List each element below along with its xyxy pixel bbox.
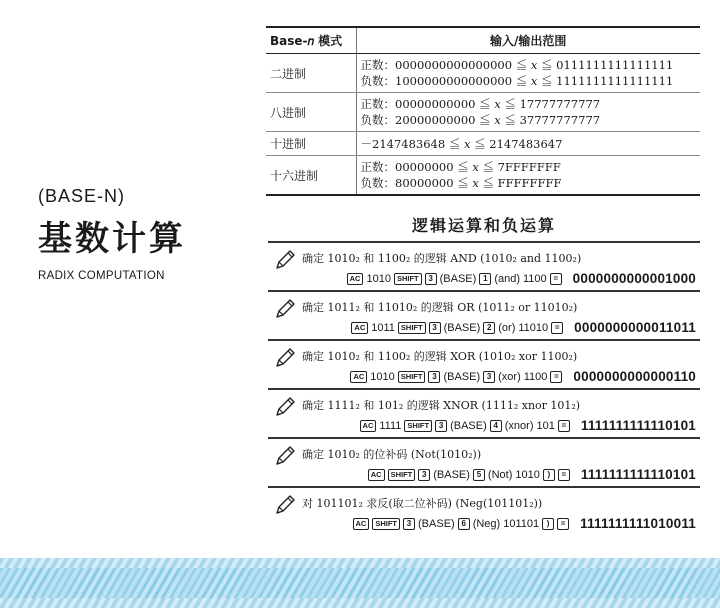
- example-description: 对 101101₂ 求反(取二位补码) (Neg(101101₂)): [302, 497, 543, 510]
- example-description: 确定 1011₂ 和 11010₂ 的逻辑 OR (1011₂ or 11010₂): [302, 301, 578, 314]
- key-label: (BASE): [418, 517, 455, 530]
- key-label: (BASE): [443, 370, 481, 383]
- equals-key: =: [557, 518, 569, 530]
- chapter-english-title: RADIX COMPUTATION: [38, 270, 165, 282]
- range-values: [356, 132, 700, 156]
- range-mode: 十六进制: [266, 156, 356, 196]
- range-table: [266, 26, 700, 196]
- key-label: 1100: [523, 370, 548, 383]
- digit-key: 3: [429, 322, 441, 334]
- range-mode: 八进制: [266, 93, 356, 132]
- digit-key: 5: [473, 469, 485, 481]
- section-title: 逻辑运算和负运算: [411, 216, 556, 235]
- key-label: (xor): [498, 370, 521, 383]
- key-sequence: [351, 320, 696, 335]
- key-label: 1010: [366, 272, 391, 285]
- pencil-icon: [274, 347, 296, 369]
- digit-key: 4: [490, 420, 502, 432]
- range-values: [356, 93, 700, 132]
- range-mode: 二进制: [266, 54, 356, 93]
- key-label: 101101: [503, 517, 540, 530]
- key-label: (Not): [487, 468, 513, 481]
- range-header-mode: Base-𝑛 模式: [266, 27, 356, 54]
- key-label: (BASE): [439, 272, 477, 285]
- key-label: 1100: [523, 272, 547, 285]
- equals-key: =: [558, 469, 570, 481]
- range-mode: 十进制: [266, 132, 356, 156]
- example-result: 0000000000001000: [572, 271, 696, 286]
- pencil-icon: [274, 298, 296, 320]
- key-label: 1011: [371, 321, 395, 334]
- range-line: 负数：80000000 ≦ 𝑥 ≦ FFFFFFFF: [360, 176, 562, 190]
- digit-key: 3: [435, 420, 447, 432]
- range-row: [266, 132, 700, 156]
- ac-key: AC: [347, 273, 364, 285]
- example-item: [268, 290, 700, 339]
- chapter-subtitle: (BASE-N): [38, 186, 126, 206]
- ac-key: AC: [368, 469, 385, 481]
- digit-key: 2: [483, 322, 495, 334]
- digit-key: 3: [403, 518, 415, 530]
- example-item: [268, 241, 700, 290]
- key-label: (xnor): [504, 419, 534, 432]
- close-paren-key: ): [542, 518, 554, 530]
- digit-key: 1: [479, 273, 491, 285]
- pencil-icon: [274, 494, 296, 516]
- example-result: 0000000000000110: [573, 369, 696, 384]
- ac-key: AC: [351, 322, 368, 334]
- range-line: 正数：00000000000 ≦ 𝑥 ≦ 17777777777: [360, 97, 601, 111]
- range-line: 正数：00000000 ≦ 𝑥 ≦ 7FFFFFFF: [360, 160, 561, 174]
- example-result: 1111111111110101: [580, 467, 696, 482]
- close-paren-key: ): [543, 469, 555, 481]
- key-sequence: [350, 369, 696, 384]
- key-sequence: [353, 516, 697, 531]
- range-row: [266, 54, 700, 93]
- key-sequence: [368, 467, 696, 482]
- key-label: 11010: [518, 321, 549, 334]
- ac-key: AC: [353, 518, 370, 530]
- example-result: 1111111111110101: [580, 418, 696, 433]
- range-values: [356, 156, 700, 196]
- key-label: (or): [498, 321, 516, 334]
- shift-key: SHIFT: [404, 420, 432, 432]
- range-line: 正数：0000000000000000 ≦ 𝑥 ≦ 0111111111111111: [360, 58, 674, 72]
- key-label: 1010: [370, 370, 395, 383]
- equals-key: =: [551, 322, 563, 334]
- key-label: (BASE): [450, 419, 487, 432]
- example-description: 确定 1010₂ 和 1100₂ 的逻辑 XOR (1010₂ xor 1100₂): [302, 350, 578, 363]
- key-sequence: [360, 418, 696, 433]
- digit-key: 3: [418, 469, 430, 481]
- ac-key: AC: [360, 420, 377, 432]
- ac-key: AC: [350, 371, 367, 383]
- example-item: [268, 437, 700, 486]
- pencil-icon: [274, 445, 296, 467]
- range-line: 负数：20000000000 ≦ 𝑥 ≦ 37777777777: [360, 113, 601, 127]
- key-label: 101: [536, 419, 555, 432]
- key-label: (BASE): [443, 321, 481, 334]
- example-item: [268, 388, 700, 437]
- equals-key: =: [558, 420, 570, 432]
- chapter-title: 基数计算: [38, 219, 186, 259]
- example-description: 确定 1010₂ 和 1100₂ 的逻辑 AND (1010₂ and 1100₂): [302, 252, 582, 265]
- range-line: 负数：1000000000000000 ≦ 𝑥 ≦ 1111111111111111: [360, 74, 674, 88]
- examples-list: [268, 241, 700, 535]
- example-description: 确定 1111₂ 和 101₂ 的逻辑 XNOR (1111₂ xnor 101₂): [302, 399, 581, 412]
- pencil-icon: [274, 249, 296, 271]
- key-label: 1010: [515, 468, 540, 481]
- digit-key: 3: [428, 371, 440, 383]
- range-values: [356, 54, 700, 93]
- shift-key: SHIFT: [398, 371, 426, 383]
- key-sequence: [347, 271, 696, 286]
- digit-key: 3: [425, 273, 437, 285]
- range-header-range: 输入/输出范围: [356, 27, 700, 54]
- equals-key: =: [550, 273, 562, 285]
- digit-key: 3: [483, 371, 495, 383]
- range-line: －2147483648 ≦ 𝑥 ≦ 2147483647: [360, 136, 563, 151]
- key-label: 1111: [379, 419, 402, 432]
- example-result: 0000000000011011: [574, 320, 696, 335]
- chapter-title-block: [38, 186, 238, 282]
- shift-key: SHIFT: [372, 518, 400, 530]
- range-row: [266, 156, 700, 196]
- pencil-icon: [274, 396, 296, 418]
- range-row: [266, 93, 700, 132]
- equals-key: =: [550, 371, 562, 383]
- key-label: (BASE): [433, 468, 470, 481]
- example-item: [268, 339, 700, 388]
- example-result: 1111111111010011: [580, 516, 696, 531]
- shift-key: SHIFT: [394, 273, 422, 285]
- decorative-stripes: [0, 558, 720, 608]
- example-description: 确定 1010₂ 的位补码 (Not(1010₂)): [302, 448, 482, 461]
- shift-key: SHIFT: [388, 469, 416, 481]
- key-label: (Neg): [472, 517, 501, 530]
- shift-key: SHIFT: [398, 322, 426, 334]
- example-item: [268, 486, 700, 535]
- digit-key: 6: [458, 518, 470, 530]
- key-label: (and): [494, 272, 520, 285]
